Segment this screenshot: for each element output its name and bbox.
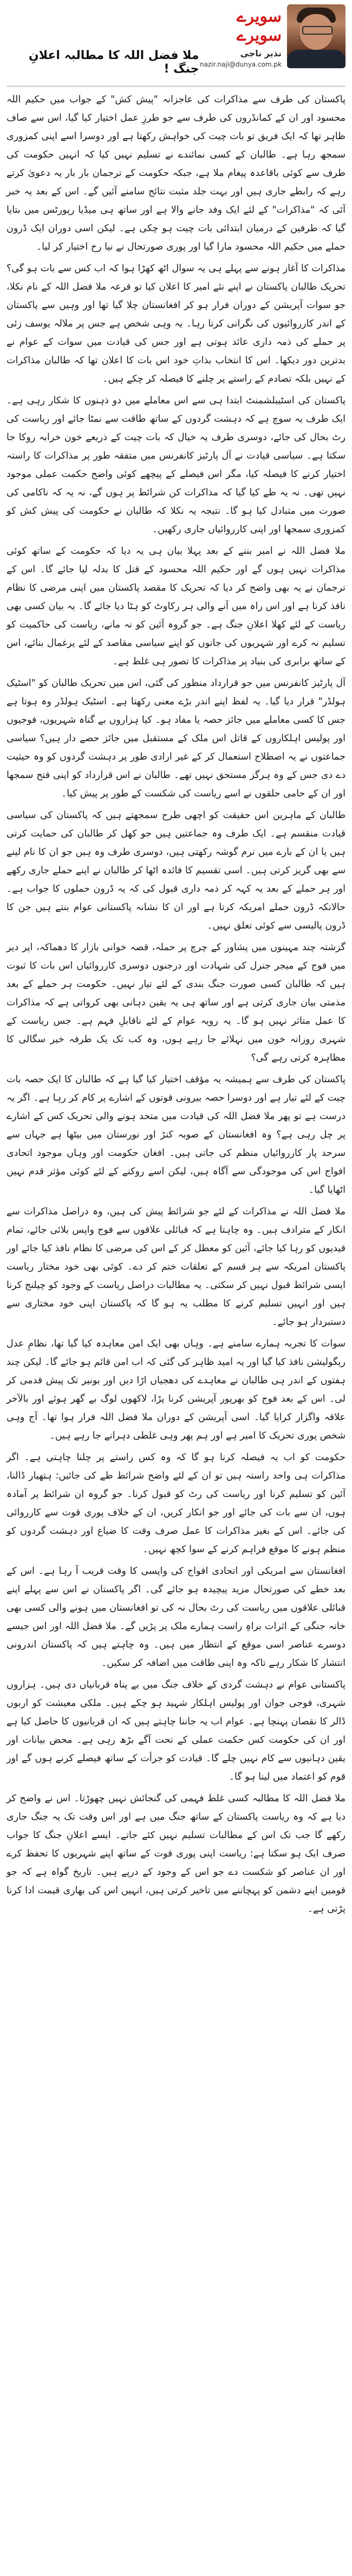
column-header (6, 4, 346, 87)
article-paragraph: گزشتہ چند مہینوں میں پشاور کے چرچ پر حملہ، قصہ خوانی بازار کا دھماکہ، اپر دیر میں فوج کے میجر جنرل کی شہادت اور درجنوں دوسری کارروائیاں اس بات کا ثبوت ہیں کہ طالبان کسی صورت جنگ بندی کے لئے تیار نہیں۔ حکومت ہر حملے کے بعد مذمتی بیان جاری کرتی ہے اور ساتھ ہی یہ یقین دہانی بھی کرواتی ہے کہ مذاکرات کا عمل متاثر نہیں ہو گا۔ یہ رویہ عوام کے لئے ناقابلِ فہم ہے۔ جس ریاست کے شہری روزانہ خون میں نہلائے جا رہے ہوں، وہ کب تک یک طرفہ خیر سگالی کا مظاہرہ کرتی رہے گی؟ (6, 942, 346, 1063)
column-name: سویرے سویرے (236, 7, 282, 45)
article-paragraph: پاکستان کی طرف سے ہمیشہ یہ مؤقف اختیار کیا گیا ہے کہ طالبان کا ایک حصہ بات چیت کے لئے تیار ہے اور دوسرا حصہ بیرونی قوتوں کے اشارے پر کام کر رہا ہے۔ اگر یہ درست ہے تو پھر ملا فضل اللہ کی قیادت میں متحد ہونے والی تحریک کس کے اشارے پر چل رہی ہے؟ وہ افغانستان کے صوبہ کنڑ اور نورستان میں بیٹھا ہے جہاں سے سرحد پار کارروائیاں منظم کی جاتی ہیں۔ افغان حکومت اور وہاں موجود اتحادی افواج اس کی موجودگی سے آگاہ ہیں، لیکن اسے روکنے کے لئے کوئی مؤثر قدم نہیں اٹھایا گیا۔ (6, 1074, 346, 1195)
article-body (6, 90, 346, 1918)
article-paragraph: پاکستان کی طرف سے مذاکرات کی عاجزانہ "پیش کش" کے جواب میں حکیم اللہ محسود اور ان کے کمانڈروں کی طرف سے جو طرزِ عمل اختیار کیا گیا، اس سے صاف ظاہر تھا کہ ایک فریق تو بات چیت کی خواہش رکھتا ہے اور دوسرا اسے اپنی کمزوری سمجھ رہا ہے۔ طالبان کے کسی نمائندے نے تسلیم نہیں کیا کہ انہیں حکومت کی طرف سے کوئی باقاعدہ پیغام ملا ہے، جبکہ حکومت کے ترجمان بار بار یہ دعویٰ کرتے رہے کہ رابطے جاری ہیں اور بہت جلد مثبت نتائج سامنے آئیں گے۔ اس کے بعد یہ خبر آئی کہ "مذاکرات" کے لئے ایک وفد جانے والا ہے اور ساتھ ہی میڈیا رپورٹس میں بتایا گیا کہ طرفین کے درمیان ابتدائی بات چیت ہو چکی ہے۔ لیکن اسی دوران ایک ڈرون حملے میں حکیم اللہ محسود مارا گیا اور پوری صورتحال نے نیا رخ اختیار کر لیا۔ (6, 94, 346, 252)
author-email[interactable]: nazir.naji@dunya.com.pk (200, 61, 282, 68)
article-paragraph: ملا فضل اللہ کا مطالبہ کسی غلط فہمی کی گنجائش نہیں چھوڑتا۔ اس نے واضح کر دیا ہے کہ وہ ریاست پاکستان کے ساتھ جنگ میں ہے اور اس وقت تک یہ جنگ جاری رکھے گا جب تک اس کے مطالبات تسلیم نہیں کئے جاتے۔ ایسے اعلانِ جنگ کا جواب صرف ایک ہو سکتا ہے: ریاست اپنی پوری قوت کے ساتھ اپنے شہریوں کا تحفظ کرے اور ان عناصر کو شکست دے جو اس کے وجود کے درپے ہیں۔ تاریخ گواہ ہے کہ جو قومیں اپنے دشمن کو پہچاننے میں تاخیر کرتی ہیں، انہیں اس کی بھاری قیمت ادا کرنا پڑتی ہے۔ (6, 1793, 346, 1914)
author-name: نذیر ناجی (240, 48, 282, 58)
article-paragraph: پاکستانی عوام نے دہشت گردی کے خلاف جنگ میں بے پناہ قربانیاں دی ہیں۔ ہزاروں شہری، فوجی جوان اور پولیس اہلکار شہید ہو چکے ہیں۔ ملکی معیشت کو اربوں ڈالر کا نقصان پہنچا ہے۔ عوام اب یہ جاننا چاہتے ہیں کہ ان قربانیوں کا حاصل کیا ہے اور ان کی حکومت کس حکمت عملی کے تحت آگے بڑھ رہی ہے۔ محض بیانات اور یقین دہانیوں سے کام نہیں چلے گا۔ قیادت کو جرأت کے ساتھ فیصلے کرنے ہوں گے اور قوم کو اعتماد میں لینا ہو گا۔ (6, 1679, 346, 1782)
article-paragraph: افغانستان سے امریکی اور اتحادی افواج کی واپسی کا وقت قریب آ رہا ہے۔ اس کے بعد خطے کی صورتحال مزید پیچیدہ ہو جائے گی۔ اگر پاکستان نے اس سے پہلے اپنے قبائلی علاقوں میں ریاست کی رٹ بحال نہ کی تو افغانستان میں ہونے والی کسی بھی خانہ جنگی کے اثرات براہِ راست ہمارے ملک پر پڑیں گے۔ ملا فضل اللہ اور اس جیسے دوسرے عناصر اسی موقع کے انتظار میں ہیں۔ وہ چاہتے ہیں کہ پاکستان اندرونی انتشار کا شکار رہے تاکہ وہ اپنی طاقت میں اضافہ کر سکیں۔ (6, 1566, 346, 1669)
article-paragraph: طالبان کے ماہرین اس حقیقت کو اچھی طرح سمجھتے ہیں کہ پاکستان کی سیاسی قیادت منقسم ہے۔ ایک طرف وہ جماعتیں ہیں جو کھل کر طالبان کی حمایت کرتی ہیں یا ان کے بارے میں نرم گوشہ رکھتی ہیں، دوسری طرف وہ ہیں جو ان کا نام لینے سے بھی گریز کرتی ہیں۔ اسی تقسیم کا فائدہ اٹھا کر طالبان نے اپنے حملے جاری رکھے اور ہر حملے کے بعد یہ کہہ کر ذمہ داری قبول کی کہ یہ ڈرون حملوں کا جواب ہے۔ حالانکہ ڈرون حملے امریکہ کرتا ہے اور ان کا نشانہ پاکستانی عوام بنتے ہیں جن کا ڈرون پالیسی سے کوئی تعلق نہیں۔ (6, 810, 346, 931)
column-masthead (199, 4, 282, 68)
article-paragraph: ملا فضل اللہ نے امیر بننے کے بعد پہلا بیان ہی یہ دیا کہ حکومت کے ساتھ کوئی مذاکرات نہیں ہوں گے اور حکیم اللہ محسود کے قتل کا بدلہ لیا جائے گا۔ اس کے ترجمان نے یہ بھی واضح کر دیا کہ تحریک کا مقصد پاکستان میں اپنی مرضی کا نظام نافذ کرنا ہے اور اس راہ میں آنے والی ہر رکاوٹ کو ہٹا دیا جائے گا۔ یہ بیان کسی بھی ریاست کے لئے کھلا اعلانِ جنگ ہے۔ جو گروہ آئین کو نہ مانے، ریاست کی حاکمیت کو تسلیم نہ کرے اور شہریوں کی جانوں کو اپنے سیاسی مقاصد کے لئے یرغمال بنائے، اس کے ساتھ برابری کی بنیاد پر مذاکرات کا تصور ہی غلط ہے۔ (6, 546, 346, 667)
article-paragraph: پاکستان کی اسٹیبلشمنٹ ابتدا ہی سے اس معاملے میں دو ذہنوں کا شکار رہی ہے۔ ایک طرف یہ سوچ ہے کہ دہشت گردوں کے ساتھ طاقت سے نمٹا جائے اور ریاست کی رٹ بحال کی جائے، دوسری طرف یہ خیال کہ بات چیت کے ذریعے خون خرابہ روکا جا سکتا ہے۔ سیاسی قیادت نے آل پارٹیز کانفرنس میں متفقہ طور پر مذاکرات کا راستہ اختیار کرنے کا فیصلہ کیا، مگر اس فیصلے کے پیچھے کوئی واضح حکمت عملی موجود نہیں تھی۔ نہ یہ طے کیا گیا کہ مذاکرات کن شرائط پر ہوں گے، نہ یہ کہ ناکامی کی صورت میں متبادل کیا ہو گا۔ نتیجہ یہ نکلا کہ طالبان نے حکومت کی پیش کش کو کمزوری سمجھا اور اپنی کارروائیاں جاری رکھیں۔ (6, 395, 346, 535)
article-paragraph: سوات کا تجربہ ہمارے سامنے ہے۔ وہاں بھی ایک امن معاہدہ کیا گیا تھا، نظامِ عدل ریگولیشن نافذ کیا گیا اور یہ امید ظاہر کی گئی کہ اب امن قائم ہو جائے گا۔ لیکن چند ہفتوں کے اندر ہی طالبان نے معاہدے کی دھجیاں اڑا دیں اور بونیر تک پیش قدمی کر لی۔ اس کے بعد فوج کو بھرپور آپریشن کرنا پڑا، لاکھوں لوگ بے گھر ہوئے اور بالآخر علاقہ واگزار کرایا گیا۔ اسی آپریشن کے دوران ملا فضل اللہ فرار ہوا تھا۔ آج وہی شخص پوری تحریک کا امیر ہے اور ہم پھر وہی غلطی دہرانے جا رہے ہیں۔ (6, 1338, 346, 1441)
article-paragraph: آل پارٹیز کانفرنس میں جو قرارداد منظور کی گئی، اس میں تحریک طالبان کو "اسٹیک ہولڈر" قرار دیا گیا۔ یہ لفظ اپنے اندر بڑے معنی رکھتا ہے۔ اسٹیک ہولڈر وہ ہوتا ہے جس کا کسی معاملے میں جائز حصہ یا مفاد ہو۔ کیا ہزاروں بے گناہ شہریوں، فوجیوں اور پولیس اہلکاروں کے قاتل اس ملک کے مستقبل میں جائز حصے دار ہیں؟ سیاسی جماعتوں نے یہ اصطلاح استعمال کر کے غیر ارادی طور پر دہشت گردوں کو وہ حیثیت دے دی جس کے وہ ہرگز مستحق نہیں تھے۔ طالبان نے اس قرارداد کو اپنی فتح سمجھا اور ان کے حامی حلقوں نے اسے ریاست کی شکست کے طور پر پیش کیا۔ (6, 678, 346, 799)
article-title: ملا فضل اللہ کا مطالبہ اعلانِ جنگ ! (28, 49, 199, 76)
article-paragraph: مذاکرات کا آغاز ہونے سے پہلے ہی یہ سوال اٹھ کھڑا ہوا کہ اب کس سے بات ہو گی؟ تحریک طالبان پاکستان نے اپنے نئے امیر کا اعلان کیا تو قرعہ ملا فضل اللہ کے نام نکلا، جو سوات آپریشن کے دوران فرار ہو کر افغانستان چلا گیا تھا اور وہیں سے پاکستان کے اندر کارروائیوں کی نگرانی کرتا رہا۔ یہ وہی شخص ہے جس پر ملالہ یوسف زئی پر حملے کی ذمہ داری عائد ہوتی ہے اور جس کی قیادت میں سوات کے عوام نے بدترین دور دیکھا۔ اس کا انتخاب بذاتِ خود اس بات کا اعلان تھا کہ طالبان مذاکرات کے نہیں بلکہ تصادم کے راستے پر چلنے کا فیصلہ کر چکے ہیں۔ (6, 263, 346, 384)
article-paragraph: حکومت کو اب یہ فیصلہ کرنا ہو گا کہ وہ کس راستے پر چلنا چاہتی ہے۔ اگر مذاکرات ہی واحد راستہ ہیں تو ان کے لئے واضح شرائط طے کی جائیں: ہتھیار ڈالنا، آئین کو تسلیم کرنا اور ریاست کی رٹ کو قبول کرنا۔ جو گروہ ان شرائط پر آمادہ ہوں، ان سے بات کی جائے اور جو انکار کریں، ان کے خلاف پوری قوت سے کارروائی کی جائے۔ اس کے بغیر مذاکرات کا عمل صرف وقت کا ضیاع اور دہشت گردوں کو منظم ہونے کا موقع فراہم کرنے کے سوا کچھ نہیں۔ (6, 1452, 346, 1555)
title-wrap (6, 4, 199, 86)
article-paragraph: ملا فضل اللہ نے مذاکرات کے لئے جو شرائط پیش کی ہیں، وہ دراصل مذاکرات سے انکار کے مترادف ہیں۔ وہ چاہتا ہے کہ قبائلی علاقوں سے فوج واپس بلائی جائے، تمام قیدیوں کو رہا کیا جائے، آئین کو معطل کر کے اس کی مرضی کا نظام نافذ کیا جائے اور پاکستان امریکہ سے ہر قسم کے تعلقات ختم کر دے۔ کوئی بھی خود مختار ریاست ایسی شرائط قبول نہیں کر سکتی۔ یہ مطالبات دراصل ریاست کے وجود کو چیلنج کرنا ہیں اور انہیں تسلیم کرنے کا مطلب یہ ہو گا کہ پاکستان اپنی خود مختاری سے دستبردار ہو جائے۔ (6, 1206, 346, 1328)
author-photo (287, 4, 346, 68)
column-brand (199, 4, 346, 68)
